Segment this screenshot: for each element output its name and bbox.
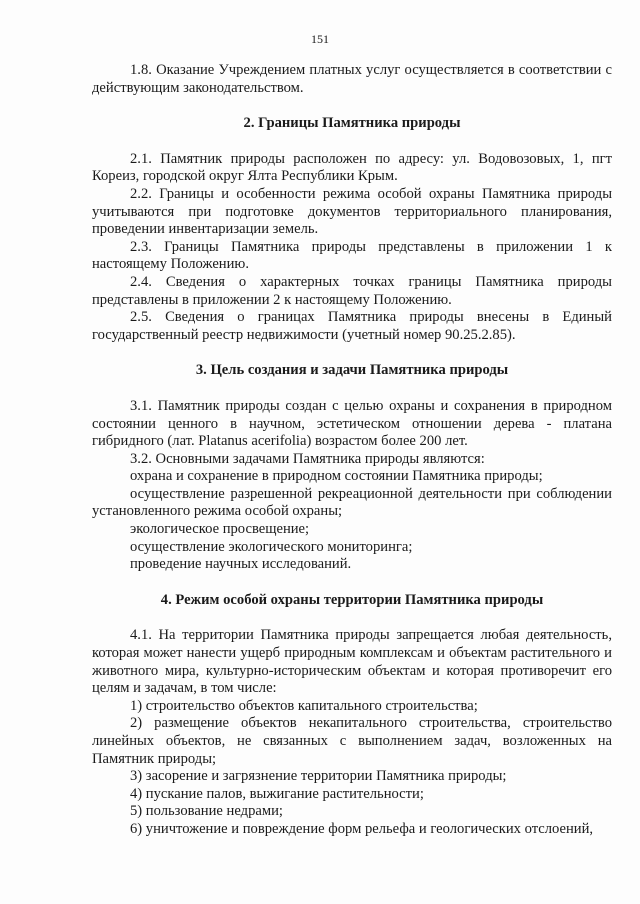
list-item: экологическое просвещение; bbox=[130, 521, 310, 538]
paragraph-2-5: 2.5. Сведения о границах Памятника природы внесены в Единый государственный реестр недвижимости (учетный номер 90.25.2.85). bbox=[92, 309, 612, 343]
section-3-heading: 3. Цель создания и задачи Памятника природы bbox=[195, 362, 509, 379]
paragraph-2-3: 2.3. Границы Памятника природы представлены в приложении 1 к настоящему Положению. bbox=[92, 238, 612, 273]
list-item: проведение научных исследований. bbox=[130, 556, 352, 573]
section-2-heading: 2. Границы Памятника природы bbox=[243, 115, 461, 132]
list-item: 5) пользование недрами; bbox=[130, 803, 283, 820]
paragraph-3-1: 3.1. Памятник природы создан с целью охраны и сохранения в природном состоянии ценного в научном, эстетическом отношении дерева - платана гибридного (лат. Platanus acerifolia) возрастом более 200 лет. bbox=[92, 397, 612, 450]
document-body bbox=[92, 62, 612, 839]
list-item: 1) строительство объектов капитального строительства; bbox=[130, 697, 478, 714]
list-item: 2) размещение объектов некапитального строительства, строительство линейных объектов, не связанных с выполнением задач, возложенных на Памятник природы; bbox=[92, 715, 612, 767]
paragraph-2-2: 2.2. Границы и особенности режима особой охраны Памятника природы учитываются при подготовке документов территориального планирования, проведении инвентаризации земель. bbox=[92, 185, 612, 238]
paragraph-2-1: 2.1. Памятник природы расположен по адресу: ул. Водовозовых, 1, пгт Кореиз, городской округ Ялта Республики Крым. bbox=[92, 150, 612, 185]
list-item: 4) пускание палов, выжигание растительности; bbox=[130, 785, 424, 802]
paragraph-3-2: 3.2. Основными задачами Памятника природы являются: bbox=[130, 450, 485, 467]
list-item: осуществление экологического мониторинга; bbox=[130, 538, 413, 555]
section-4-heading: 4. Режим особой охраны территории Памятника природы bbox=[160, 591, 544, 608]
page-number: 151 bbox=[311, 32, 329, 46]
list-item: осуществление разрешенной рекреационной деятельности при соблюдении установленного режима особой охраны; bbox=[92, 485, 612, 520]
paragraph-1-8: 1.8. Оказание Учреждением платных услуг осуществляется в соответствии с действующим законодательством. bbox=[92, 62, 612, 96]
list-item: 6) уничтожение и повреждение форм рельефа и геологических отслоений, bbox=[130, 820, 594, 837]
paragraph-4-1: 4.1. На территории Памятника природы запрещается любая деятельность, которая может нанести ущерб природным комплексам и объектам растительного и животного мира, культурно-историческим объектам и которая противоречит его целям и задачам, в том числе: bbox=[92, 627, 612, 697]
list-item: 3) засорение и загрязнение территории Памятника природы; bbox=[130, 768, 507, 785]
list-item: охрана и сохранение в природном состоянии Памятника природы; bbox=[130, 468, 543, 485]
paragraph-2-4: 2.4. Сведения о характерных точках границы Памятника природы представлены в приложении 2 к настоящему Положению. bbox=[92, 273, 612, 308]
